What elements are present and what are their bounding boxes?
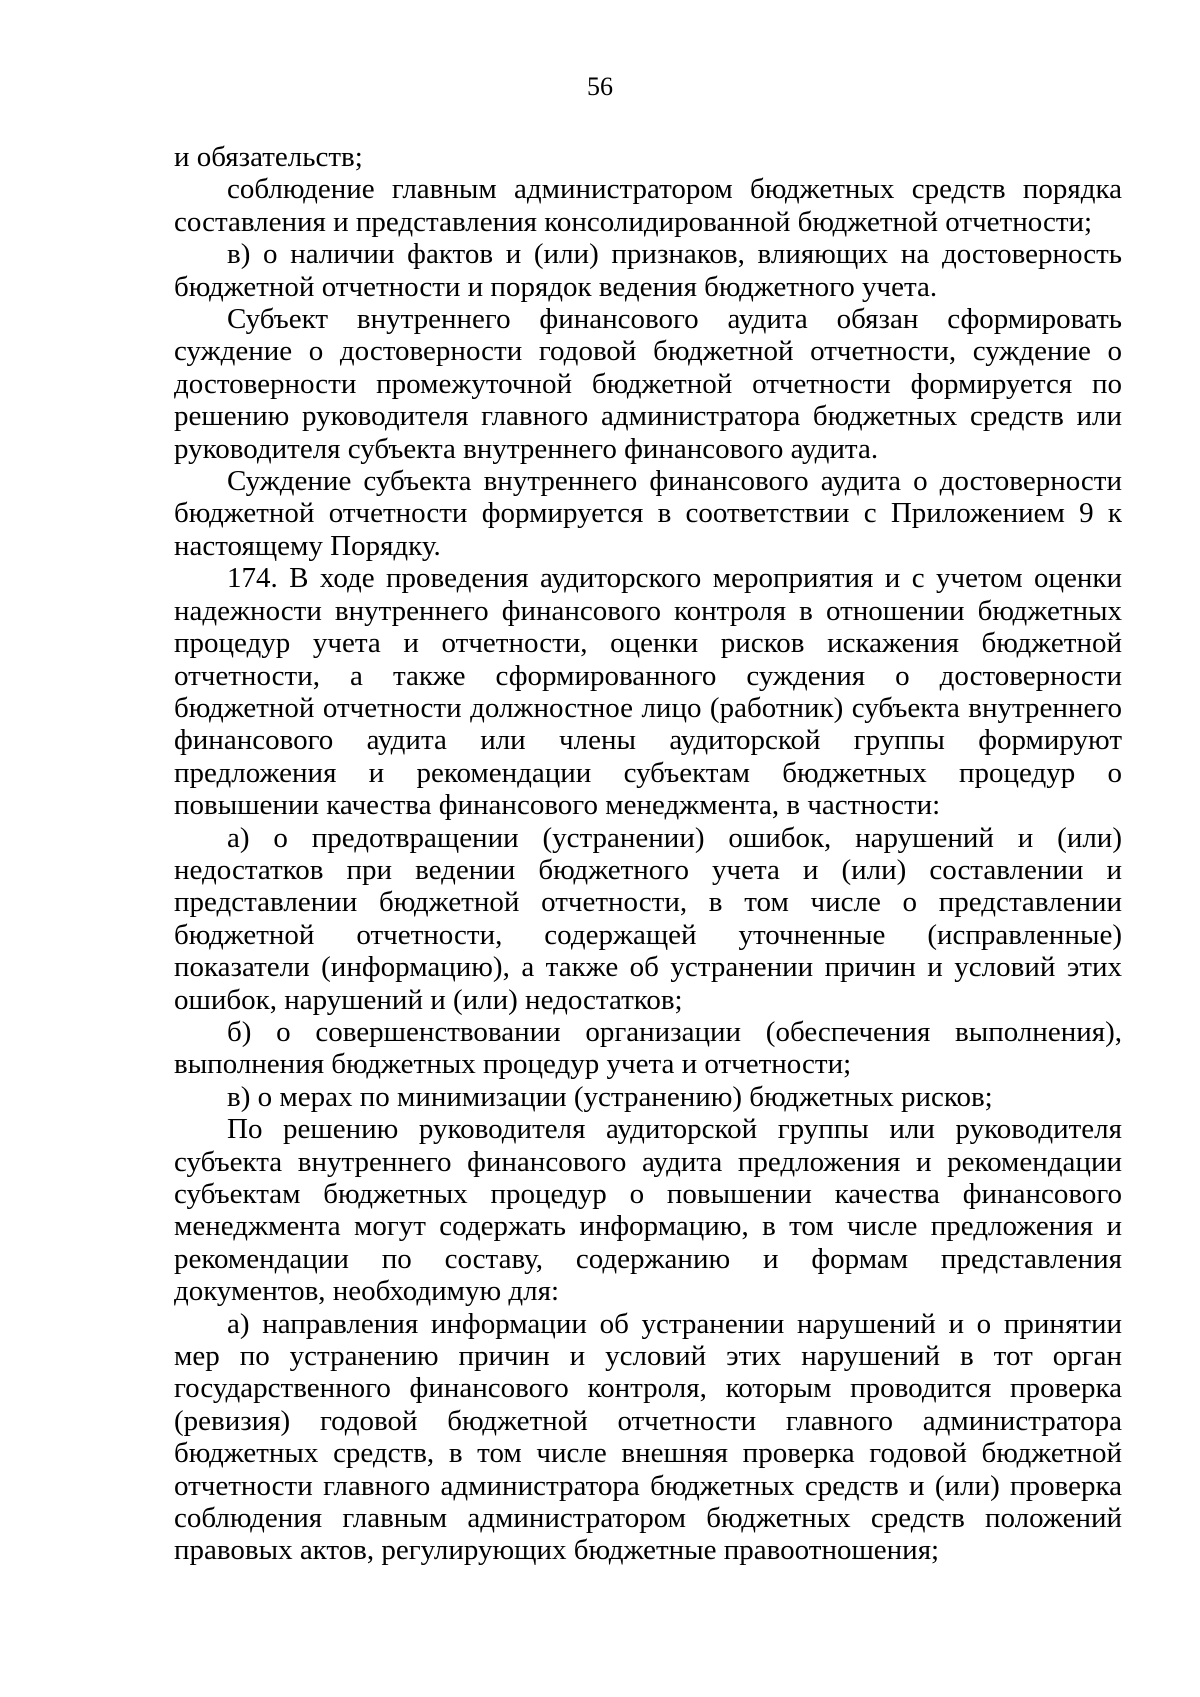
paragraph-consolidated-reporting: соблюдение главным администратором бюджетных средств порядка составления и представления консолидированной бюджетной отчетности; [174, 173, 1122, 238]
paragraph-audit-judgment: Субъект внутреннего финансового аудита обязан сформировать суждение о достоверности годовой бюджетной отчетности, суждение о достоверности промежуточной бюджетной отчетности формируется по решению руководителя главного администратора бюджетных средств или руководителя субъекта внутреннего финансового аудита. [174, 303, 1122, 465]
paragraph-judgment-appendix: Суждение субъекта внутреннего финансового аудита о достоверности бюджетной отчетности формируется в соответствии с Приложением 9 к настоящему Порядку. [174, 465, 1122, 562]
paragraph-group-decision: По решению руководителя аудиторской группы или руководителя субъекта внутреннего финансового аудита предложения и рекомендации субъектам бюджетных процедур о повышении качества финансового менеджмента могут содержать информацию, в том числе предложения и рекомендации по составу, содержанию и формам представления документов, необходимую для: [174, 1113, 1122, 1308]
paragraph-continuation: и обязательств; [174, 141, 363, 173]
paragraph-item-v-facts: в) о наличии фактов и (или) признаков, влияющих на достоверность бюджетной отчетности и порядок ведения бюджетного учета. [174, 238, 1122, 303]
paragraph-section-174: 174. В ходе проведения аудиторского мероприятия и с учетом оценки надежности внутреннего финансового контроля в отношении бюджетных процедур учета и отчетности, оценки рисков искажения бюджетной отчетности, а также сформированного суждения о достоверности бюджетной отчетности должностное лицо (работник) субъекта внутреннего финансового аудита или члены аудиторской группы формируют предложения и рекомендации субъектам бюджетных процедур о повышении качества финансового менеджмента, в частности: [174, 562, 1122, 822]
paragraph-item-a-prevention: а) о предотвращении (устранении) ошибок, нарушений и (или) недостатков при ведении бюджетного учета и (или) составлении и представлении бюджетной отчетности, в том числе о представлении бюджетной отчетности, содержащей уточненные (исправленные) показатели (информацию), а также об устранении причин и условий этих ошибок, нарушений и (или) недостатков; [174, 821, 1122, 1016]
paragraph-item-b-improvement: б) о совершенствовании организации (обеспечения выполнения), выполнения бюджетных процедур учета и отчетности; [174, 1015, 1122, 1081]
page-number: 56 [587, 72, 613, 101]
paragraph-item-a-information: а) направления информации об устранении нарушений и о принятии мер по устранению причин и условий этих нарушений в тот орган государственного финансового контроля, которым проводится проверка (ревизия) годовой бюджетной отчетности главного администратора бюджетных средств, в том числе внешняя проверка годовой бюджетной отчетности главного администратора бюджетных средств и (или) проверка соблюдения главным администратором бюджетных средств положений правовых актов, регулирующих бюджетные правоотношения; [174, 1307, 1122, 1567]
document-body [174, 141, 1122, 1567]
paragraph-item-v-risks: в) о мерах по минимизации (устранению) бюджетных рисков; [227, 1080, 993, 1113]
